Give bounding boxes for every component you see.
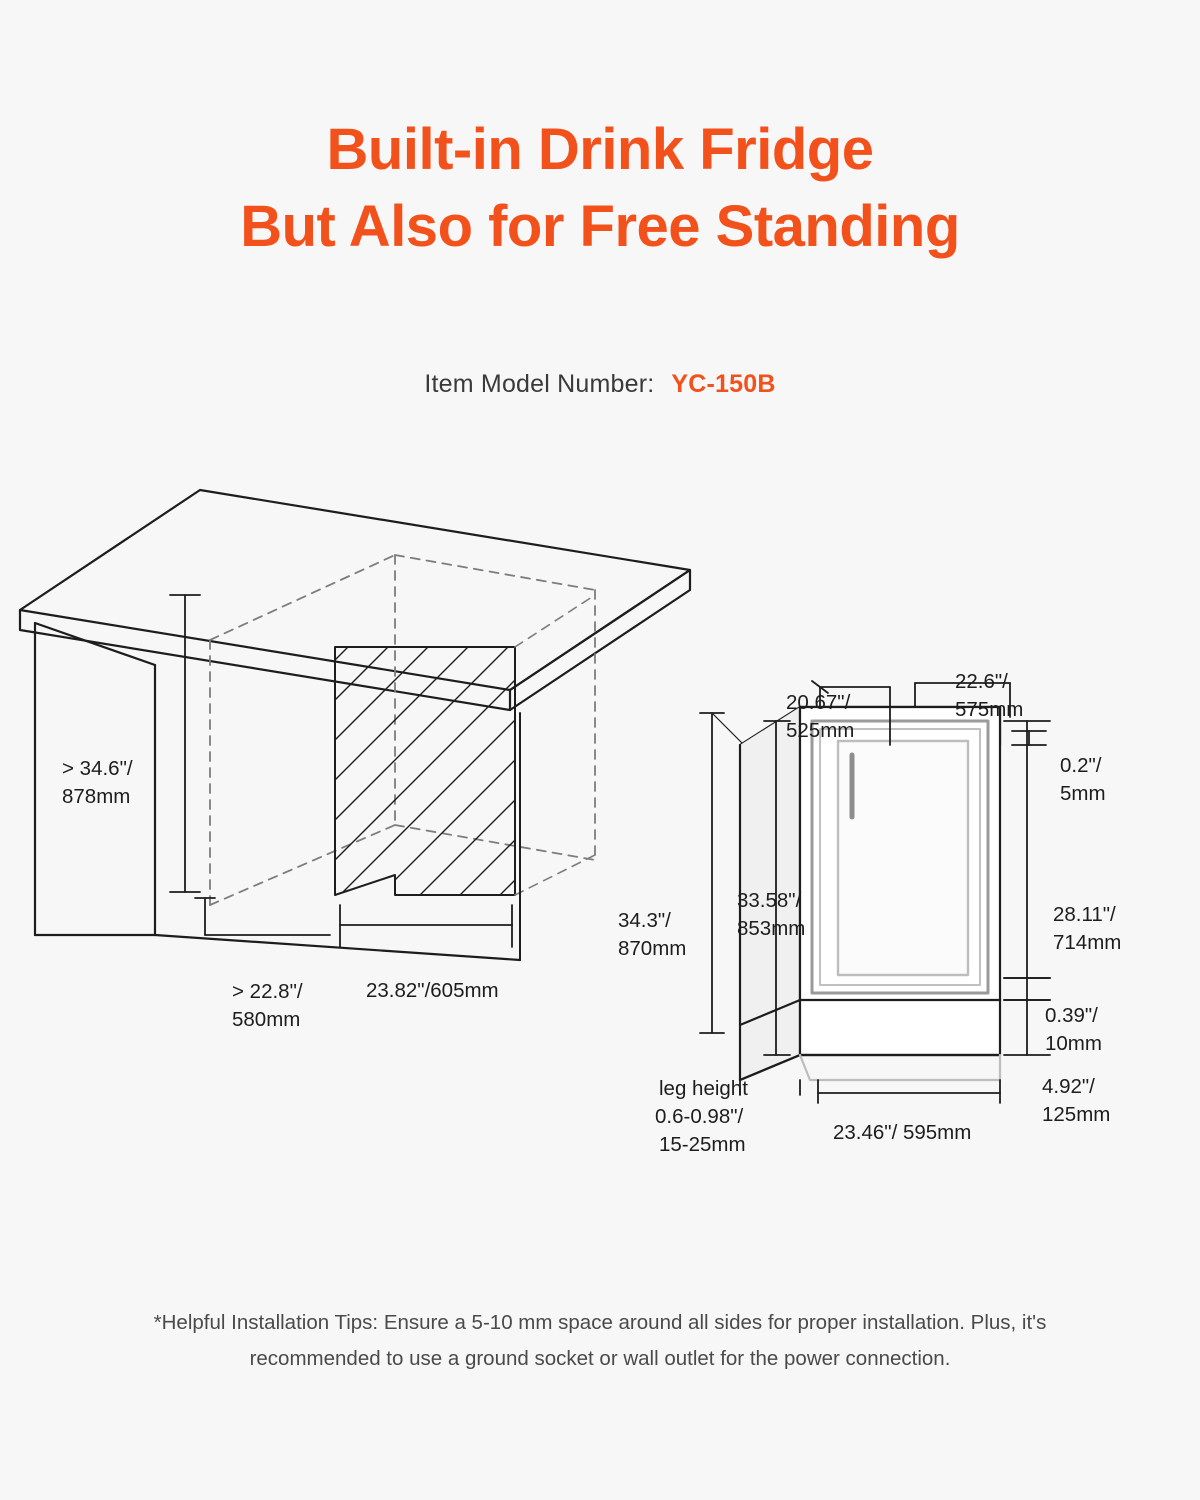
gap-bottom-line-1: 0.39"/ (1045, 1004, 1098, 1027)
page-title-line-1: Built-in Drink Fridge (326, 117, 874, 182)
cabinet-depth-line-2: 580mm (232, 1008, 301, 1031)
door-height-line-2: 714mm (1053, 931, 1122, 954)
model-number-label: Item Model Number: (424, 370, 655, 398)
cabinet-height-line-1: > 34.6"/ (62, 757, 133, 780)
door-height-line-1: 28.11"/ (1053, 903, 1116, 926)
leg-height-line-3: 15-25mm (659, 1133, 746, 1156)
unit-body-height-line-2: 853mm (737, 917, 806, 940)
cabinet-depth-line-1: > 22.8"/ (232, 980, 303, 1003)
page-title-line-2: But Also for Free Standing (240, 193, 960, 259)
unit-top-depth-line-2: 525mm (786, 719, 855, 742)
cabinet-width: 23.82"/605mm (366, 979, 499, 1002)
tips-line-1: *Helpful Installation Tips: Ensure a 5-10 mm space around all sides for proper (153, 1311, 857, 1334)
unit-body-height-line-1: 33.58"/ (737, 889, 802, 912)
gap-top-line-1: 0.2"/ (1060, 754, 1102, 777)
installation-tips (150, 1305, 1050, 1377)
unit-top-right-line-2: 575mm (955, 698, 1024, 721)
page-title (0, 112, 1200, 265)
unit-total-height-line-2: 870mm (618, 937, 687, 960)
plinth-height-line-1: 4.92"/ (1042, 1075, 1095, 1098)
model-number-row (0, 370, 1200, 399)
gap-bottom-line-2: 10mm (1045, 1032, 1102, 1055)
plinth-height-line-2: 125mm (1042, 1103, 1111, 1126)
gap-top-line-2: 5mm (1060, 782, 1106, 805)
tips-line-3: the power connection. (749, 1346, 951, 1370)
tips-line-2: installation. Plus, it's recommended to use a ground socket or wall outlet for (249, 1311, 1047, 1370)
model-number-value: YC-150B (671, 370, 776, 398)
cabinet-height-line-2: 878mm (62, 785, 131, 808)
leg-height-line-2: 0.6-0.98"/ (655, 1105, 744, 1128)
dimension-diagram (0, 455, 1200, 1195)
leg-height-line-1: leg height (659, 1077, 748, 1100)
unit-top-depth-line-1: 20.67"/ (786, 691, 851, 714)
unit-top-right-line-1: 22.6"/ (955, 670, 1008, 693)
cabinet-illustration (20, 490, 690, 960)
unit-width: 23.46"/ 595mm (833, 1121, 972, 1144)
unit-total-height-line-1: 34.3"/ (618, 909, 671, 932)
